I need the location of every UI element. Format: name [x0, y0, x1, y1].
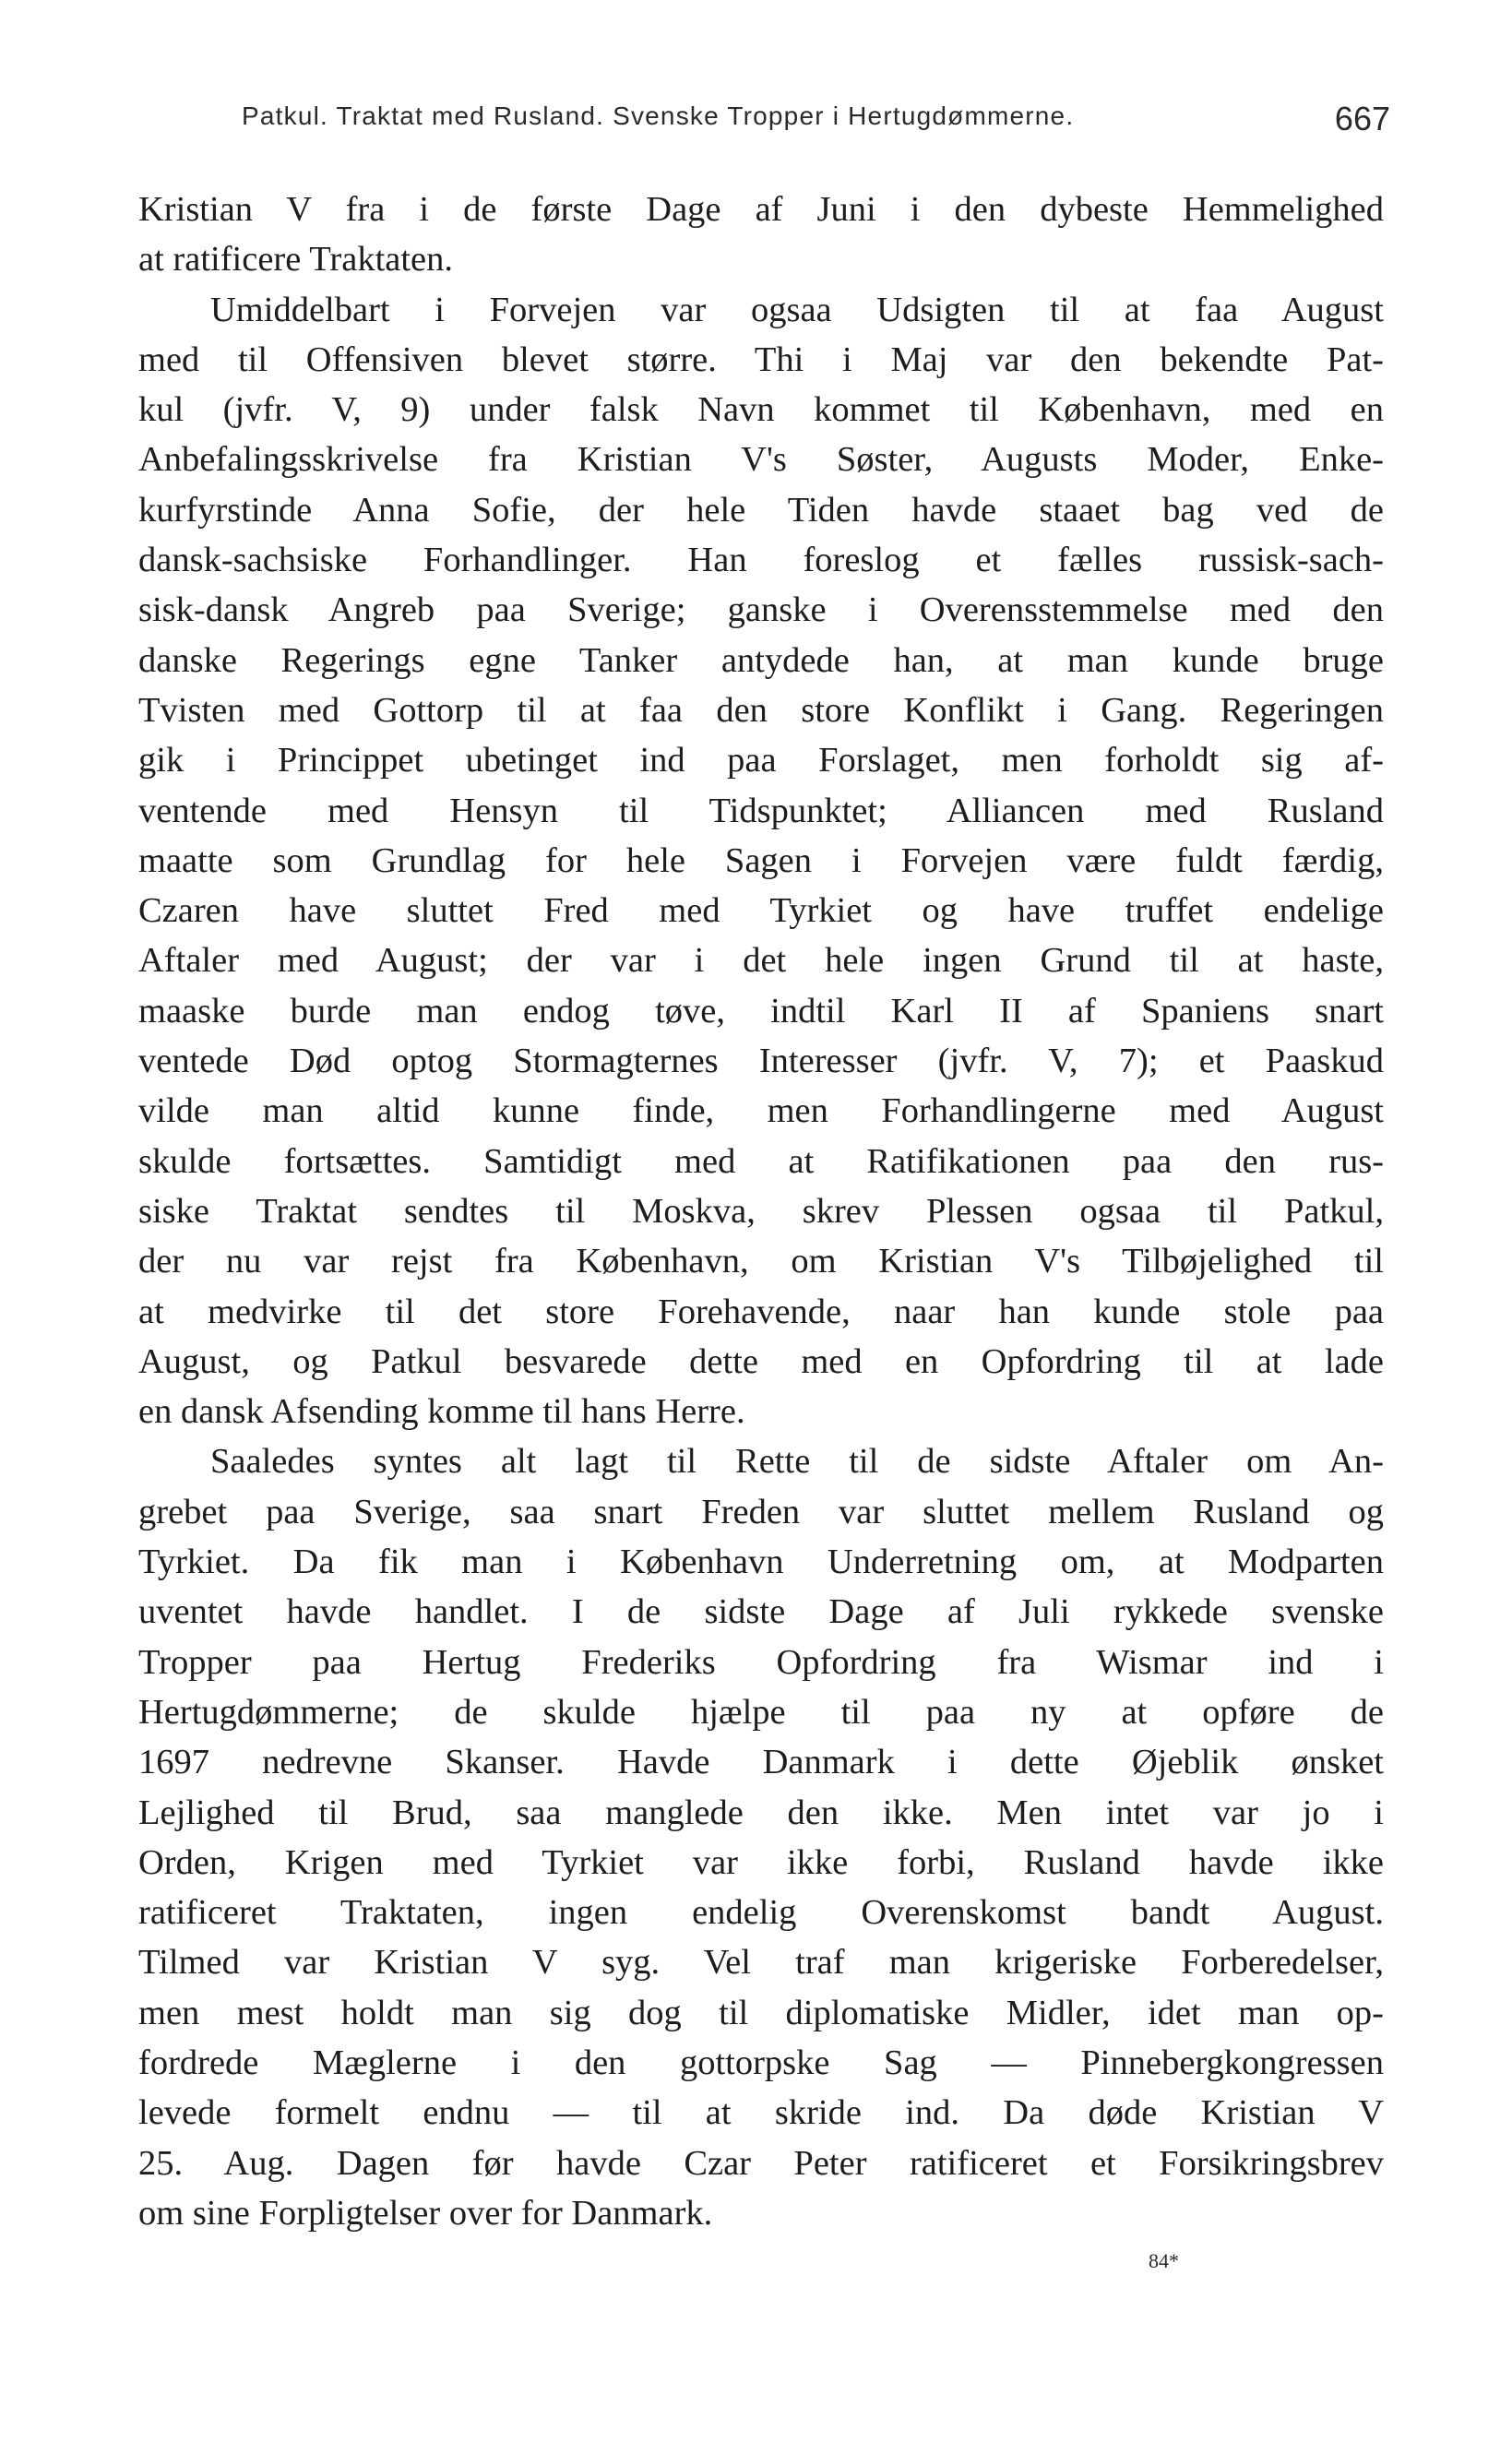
text-line: vilde man altid kunne finde, men Forhandlingerne med August	[138, 1091, 1384, 1131]
signature-mark: 84*	[1149, 2249, 1179, 2272]
text-line: uventet havde handlet. I de sidste Dage af Juli rykkede svenske	[138, 1592, 1384, 1632]
text-line: med til Offensiven blevet større. Thi i Maj var den bekendte Pat-	[138, 340, 1384, 379]
text-line: ventende med Hensyn til Tidspunktet; Alliancen med Rusland	[138, 791, 1384, 830]
text-line: levede formelt endnu — til at skride ind. Da døde Kristian V	[138, 2093, 1384, 2133]
text-line: Aftaler med August; der var i det hele ingen Grund til at haste,	[138, 941, 1384, 981]
text-line: sisk-dansk Angreb paa Sverige; ganske i Overensstemmelse med den	[138, 590, 1384, 630]
running-head	[242, 96, 1390, 151]
text-line: om sine Forpligtelser over for Danmark.	[138, 2193, 713, 2233]
text-line: Tilmed var Kristian V syg. Vel traf man krigeriske Forberedelser,	[138, 1943, 1384, 1983]
text-line: kurfyrstinde Anna Sofie, der hele Tiden havde staaet bag ved de	[138, 490, 1384, 530]
text-line: Umiddelbart i Forvejen var ogsaa Udsigten til at faa August	[210, 290, 1384, 329]
text-line: der nu var rejst fra København, om Kristian V's Tilbøjelighed til	[138, 1242, 1384, 1281]
text-line: 25. Aug. Dagen før havde Czar Peter ratificeret et Forsikringsbrev	[138, 2143, 1384, 2183]
text-line: Kristian V fra i de første Dage af Juni i den dybeste Hemmelighed	[138, 190, 1384, 229]
running-title: Patkul. Traktat med Rusland. Svenske Tropper i Hertugdømmerne.	[242, 101, 1075, 130]
text-line: August, og Patkul besvarede dette med en Opfordring til at lade	[138, 1341, 1384, 1381]
text-line: dansk-sachsiske Forhandlinger. Han foreslog et fælles russisk-sach-	[138, 541, 1384, 580]
text-line: gik i Princippet ubetinget ind paa Forslaget, men forholdt sig af-	[138, 741, 1384, 780]
text-line: Tropper paa Hertug Frederiks Opfordring fra Wismar ind i	[138, 1642, 1384, 1682]
text-line: skulde fortsættes. Samtidigt med at Ratifikationen paa den rus-	[138, 1141, 1384, 1181]
text-line: en dansk Afsending komme til hans Herre.	[138, 1392, 745, 1432]
text-line: grebet paa Sverige, saa snart Freden var sluttet mellem Rusland og	[138, 1492, 1384, 1531]
text-line: kul (jvfr. V, 9) under falsk Navn kommet til København, med en	[138, 390, 1384, 430]
page-number: 667	[1334, 100, 1390, 137]
text-line: ventede Død optog Stormagternes Interesser (jvfr. V, 7); et Paaskud	[138, 1042, 1384, 1081]
text-line: Orden, Krigen med Tyrkiet var ikke forbi, Rusland havde ikke	[138, 1842, 1384, 1882]
text-line: Lejlighed til Brud, saa manglede den ikke. Men intet var jo i	[138, 1793, 1384, 1832]
text-line: siske Traktat sendtes til Moskva, skrev Plessen ogsaa til Patkul,	[138, 1191, 1384, 1231]
text-line: at ratificere Traktaten.	[138, 240, 454, 280]
text-line: Saaledes syntes alt lagt til Rette til de sidste Aftaler om An-	[210, 1442, 1384, 1482]
text-line: fordrede Mæglerne i den gottorpske Sag — Pinnebergkongressen	[138, 2043, 1384, 2082]
text-line: Anbefalingsskrivelse fra Kristian V's Søster, Augusts Moder, Enke-	[138, 440, 1384, 480]
text-line: ratificeret Traktaten, ingen endelig Overenskomst bandt August.	[138, 1893, 1384, 1933]
text-line: Tyrkiet. Da fik man i København Underretning om, at Modparten	[138, 1543, 1384, 1582]
text-line: men mest holdt man sig dog til diplomatiske Midler, idet man op-	[138, 1993, 1384, 2032]
text-line: maatte som Grundlag for hele Sagen i Forvejen være fuldt færdig,	[138, 840, 1384, 880]
text-line: Czaren have sluttet Fred med Tyrkiet og have truffet endelige	[138, 891, 1384, 931]
text-line: at medvirke til det store Forehavende, naar han kunde stole paa	[138, 1292, 1384, 1331]
text-line: Tvisten med Gottorp til at faa den store Konflikt i Gang. Regeringen	[138, 690, 1384, 730]
text-line: danske Regerings egne Tanker antydede han, at man kunde bruge	[138, 640, 1384, 680]
text-line: Hertugdømmerne; de skulde hjælpe til paa ny at opføre de	[138, 1692, 1384, 1732]
body-text	[138, 185, 1384, 2238]
text-line: maaske burde man endog tøve, indtil Karl II af Spaniens snart	[138, 991, 1384, 1030]
text-line: 1697 nedrevne Skanser. Havde Danmark i dette Øjeblik ønsket	[138, 1743, 1384, 1782]
